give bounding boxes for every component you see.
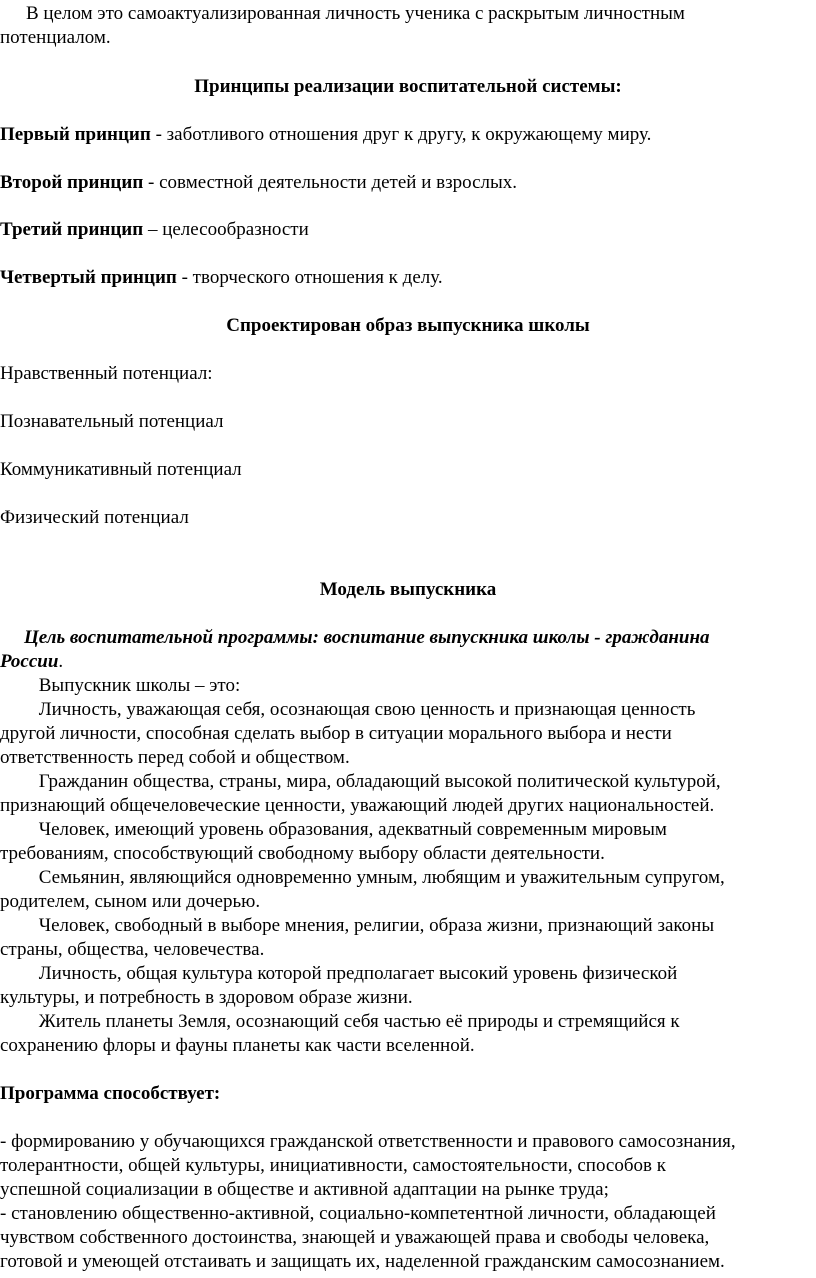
- principle-text: – целесообразности: [143, 219, 309, 240]
- goal-country: России: [0, 651, 59, 672]
- bullet-item: Семьянин, являющийся одновременно умным, любящим и уважительным супругом,: [38, 867, 725, 888]
- principle-item: [0, 171, 517, 195]
- principle-text: - творческого отношения к делу.: [176, 267, 443, 288]
- bullet-continuation: требованиям, способствующий свободному выбору области деятельности.: [0, 843, 605, 864]
- program-line: успешной социализации в обществе и активной адаптации на рынке труда;: [0, 1179, 609, 1200]
- bullet-continuation: ответственность перед собой и обществом.: [0, 747, 350, 768]
- principle-label: Первый принцип: [0, 124, 151, 145]
- potential-item: Коммуникативный потенциал: [0, 459, 242, 480]
- intro-line: потенциалом.: [0, 27, 111, 48]
- bullet-item: Гражданин общества, страны, мира, обладающий высокой политической культурой,: [38, 771, 721, 792]
- principle-label: Третий принцип: [0, 219, 144, 240]
- principle-label: Четвертый принцип: [0, 267, 177, 288]
- bullet-item: Личность, общая культура которой предполагает высокий уровень физической: [38, 963, 678, 984]
- bullet-item: Житель планеты Земля, осознающий себя частью её природы и стремящийся к: [38, 1011, 680, 1032]
- program-line: толерантности, общей культуры, инициативности, самостоятельности, способов к: [0, 1155, 666, 1176]
- bullet-continuation: культуры, и потребность в здоровом образе жизни.: [0, 987, 413, 1008]
- bullet-continuation: страны, общества, человечества.: [0, 939, 265, 960]
- principle-label: Второй принцип: [0, 172, 144, 193]
- principle-text: - совместной деятельности детей и взрослых.: [143, 172, 518, 193]
- bullet-continuation: признающий общечеловеческие ценности, уважающий людей других национальностей.: [0, 795, 715, 816]
- principle-item: [0, 218, 309, 242]
- potential-item: Физический потенциал: [0, 507, 189, 528]
- principles-heading: Принципы реализации воспитательной системы:: [194, 76, 622, 97]
- potential-item: Познавательный потенциал: [0, 411, 224, 432]
- principle-text: - заботливого отношения друг к другу, к окружающему миру.: [150, 124, 652, 145]
- bullet-continuation: сохранению флоры и фауны планеты как части вселенной.: [0, 1035, 475, 1056]
- principle-item: [0, 266, 443, 290]
- goal-line: Цель воспитательной программы: воспитание выпускника школы - гражданина: [24, 627, 710, 648]
- program-line: - становлению общественно-активной, социально-компетентной личности, обладающей: [0, 1203, 716, 1224]
- potential-item: Нравственный потенциал:: [0, 363, 213, 384]
- model-heading: Модель выпускника: [319, 579, 497, 600]
- bullet-item: Личность, уважающая себя, осознающая свою ценность и признающая ценность: [38, 699, 696, 720]
- program-line: чувством собственного достоинства, знающей и уважающей права и свободы человека,: [0, 1227, 710, 1248]
- bullet-item: Человек, свободный в выборе мнения, религии, образа жизни, признающий законы: [38, 915, 715, 936]
- bullet-continuation: другой личности, способная сделать выбор в ситуации морального выбора и нести: [0, 723, 672, 744]
- bullet-item: Выпускник школы – это:: [38, 675, 241, 696]
- principle-item: [0, 123, 651, 147]
- bullet-continuation: родителем, сыном или дочерью.: [0, 891, 261, 912]
- program-heading: Программа способствует:: [0, 1083, 221, 1104]
- program-line: готовой и умеющей отстаивать и защищать их, наделенной гражданским самосознанием.: [0, 1251, 725, 1272]
- intro-line: В целом это самоактуализированная личность ученика с раскрытым личностным: [26, 3, 685, 24]
- graduate-image-heading: Спроектирован образ выпускника школы: [226, 315, 590, 336]
- bullet-item: Человек, имеющий уровень образования, адекватный современным мировым: [38, 819, 667, 840]
- program-line: - формированию у обучающихся гражданской ответственности и правового самосознания,: [0, 1131, 736, 1152]
- goal-line: [0, 650, 63, 674]
- goal-period: .: [58, 651, 64, 672]
